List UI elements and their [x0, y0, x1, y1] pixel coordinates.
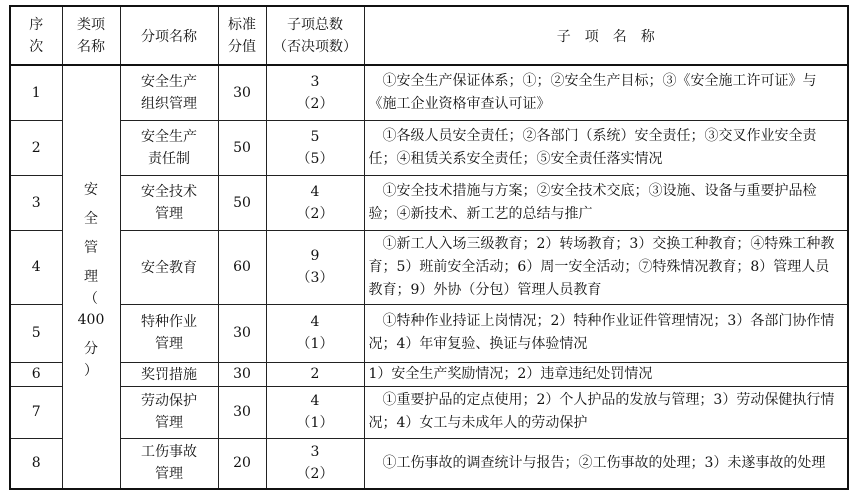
header-standard-score: 标准 分值 — [218, 6, 266, 65]
row-item-name: 工伤事故 管理 — [120, 438, 218, 489]
row-description: ①安全生产保证体系；①；②安全生产目标；③《安全施工许可证》与《施工企业资格审查认可证》 — [364, 65, 848, 120]
table-row — [10, 362, 848, 386]
header-row — [10, 6, 848, 65]
table-row — [10, 65, 848, 120]
safety-management-table — [9, 5, 849, 490]
row-count: 3 （2） — [266, 65, 364, 120]
table-row — [10, 386, 848, 438]
table-row — [10, 304, 848, 362]
row-item-name: 安全生产 责任制 — [120, 120, 218, 175]
table-row — [10, 175, 848, 230]
row-description: ①安全技术措施与方案；②安全技术交底；③设施、设备与重要护品检验；④新技术、新工艺的总结与推广 — [364, 175, 848, 230]
row-score: 50 — [218, 175, 266, 230]
row-score: 50 — [218, 120, 266, 175]
row-description: ①工伤事故的调查统计与报告；②工伤事故的处理；3）未遂事故的处理 — [364, 438, 848, 489]
row-item-name: 安全教育 — [120, 230, 218, 304]
row-score: 60 — [218, 230, 266, 304]
row-item-name: 安全技术 管理 — [120, 175, 218, 230]
row-seq: 2 — [10, 120, 62, 175]
row-count: 2 — [266, 362, 364, 386]
header-category: 类项 名称 — [62, 6, 120, 65]
row-description: ①特种作业持证上岗情况；2）特种作业证件管理情况；3）各部门协作情况；4）年审复验、换证与体验情况 — [364, 304, 848, 362]
row-item-name: 劳动保护 管理 — [120, 386, 218, 438]
header-item-name: 分项名称 — [120, 6, 218, 65]
row-count: 9 （3） — [266, 230, 364, 304]
row-seq: 6 — [10, 362, 62, 386]
row-score: 30 — [218, 304, 266, 362]
row-score: 30 — [218, 362, 266, 386]
table-row — [10, 230, 848, 304]
row-seq: 7 — [10, 386, 62, 438]
header-seq: 序 次 — [10, 6, 62, 65]
row-item-name: 奖罚措施 — [120, 362, 218, 386]
row-score: 30 — [218, 386, 266, 438]
row-count: 4 （1） — [266, 304, 364, 362]
row-seq: 5 — [10, 304, 62, 362]
header-sub-total: 子项总数 （否决项数） — [266, 6, 364, 65]
row-count: 5 （5） — [266, 120, 364, 175]
category-cell: 安 全 管 理 （ 400 分 ） — [62, 65, 120, 489]
row-description: ①重要护品的定点使用；2）个人护品的发放与管理；3）劳动保健执行情况；4）女工与未成年人的劳动保护 — [364, 386, 848, 438]
row-item-name: 特种作业 管理 — [120, 304, 218, 362]
table-row — [10, 120, 848, 175]
row-seq: 3 — [10, 175, 62, 230]
row-description: 1）安全生产奖励情况；2）违章违纪处罚情况 — [364, 362, 848, 386]
row-seq: 8 — [10, 438, 62, 489]
row-seq: 1 — [10, 65, 62, 120]
row-score: 20 — [218, 438, 266, 489]
row-count: 4 （2） — [266, 175, 364, 230]
row-score: 30 — [218, 65, 266, 120]
row-item-name: 安全生产 组织管理 — [120, 65, 218, 120]
row-count: 3 （2） — [266, 438, 364, 489]
header-sub-names: 子 项 名 称 — [364, 6, 848, 65]
row-seq: 4 — [10, 230, 62, 304]
table-row — [10, 438, 848, 489]
row-description: ①新工人入场三级教育；2）转场教育；3）交换工种教育；④特殊工种教育；5）班前安全活动；6）周一安全活动；⑦特殊情况教育；8）管理人员教育；9）外协（分包）管理人员教育 — [364, 230, 848, 304]
row-count: 4 （1） — [266, 386, 364, 438]
row-description: ①各级人员安全责任；②各部门（系统）安全责任；③交叉作业安全责任；④租赁关系安全责任；⑤安全责任落实情况 — [364, 120, 848, 175]
